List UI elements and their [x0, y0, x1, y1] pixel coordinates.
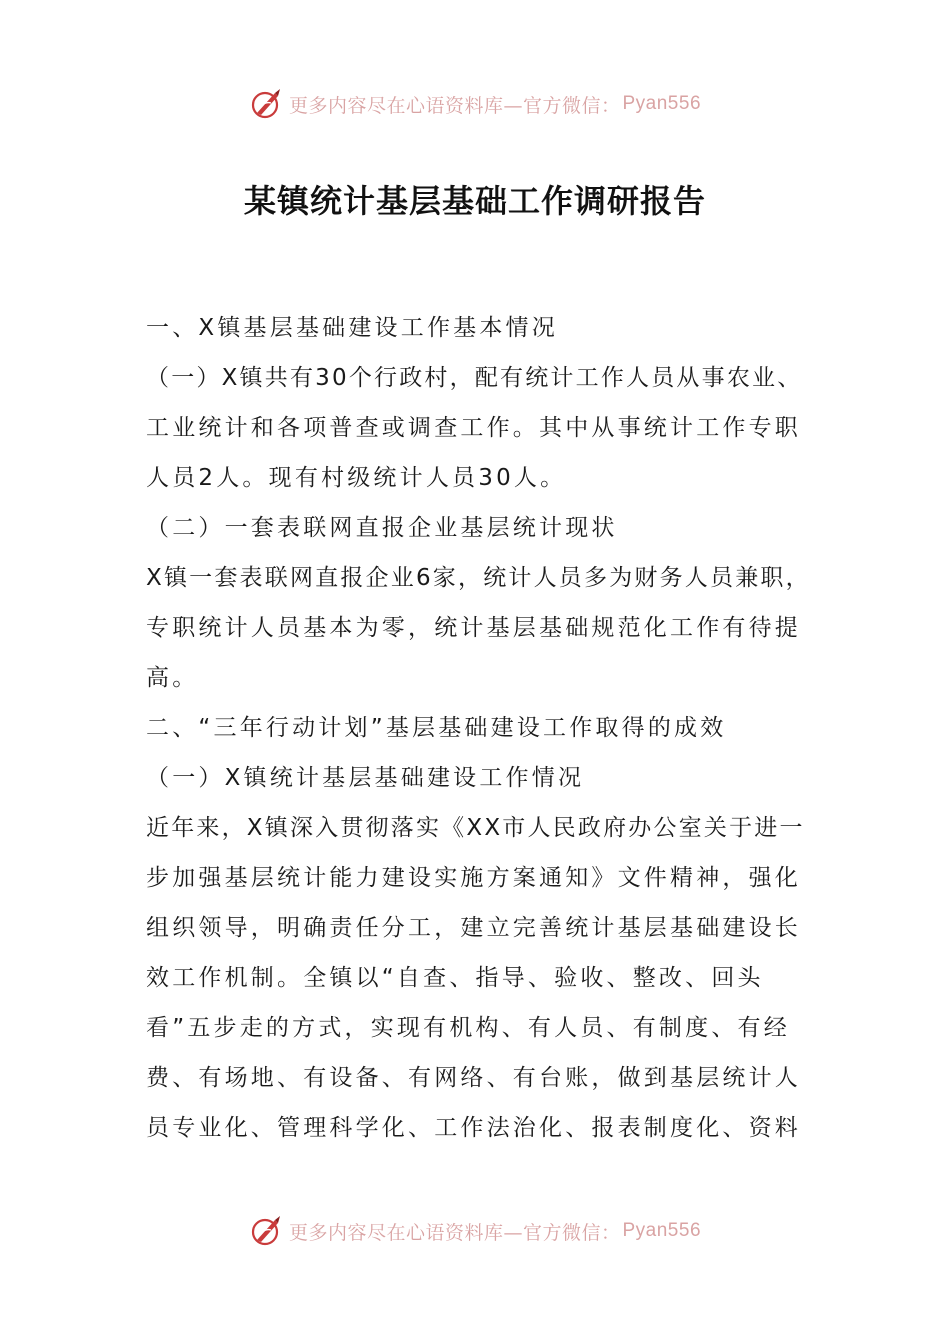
paragraph-line: X镇一套表联网直报企业6家，统计人员多为财务人员兼职， — [146, 565, 811, 591]
paragraph-line: 高。 — [146, 665, 199, 691]
watermark-text: 更多内容尽在心语资料库—官方微信： — [288, 94, 621, 117]
document-body — [146, 303, 818, 1153]
subsection-heading: （一）X镇统计基层基础建设工作情况 — [146, 765, 585, 791]
paragraph-line: （一）X镇共有30个行政村，配有统计工作人员从事农业、 — [146, 365, 803, 391]
paragraph-line: 人员2人。现有村级统计人员30人。 — [146, 465, 567, 491]
paragraph-line: 员专业化、管理科学化、工作法治化、报表制度化、资料 — [146, 1115, 801, 1141]
watermark-footer — [0, 1211, 950, 1251]
watermark-text: 更多内容尽在心语资料库—官方微信： — [288, 1221, 621, 1244]
subsection-heading: （二）一套表联网直报企业基层统计现状 — [146, 515, 618, 541]
quill-pen-logo-icon — [249, 1214, 283, 1248]
paragraph-line: 近年来，X镇深入贯彻落实《XX市人民政府办公室关于进一 — [146, 815, 805, 841]
paragraph-line: 专职统计人员基本为零，统计基层基础规范化工作有待提 — [146, 615, 801, 641]
watermark-wechat-id: Pyan556 — [622, 93, 702, 114]
watermark-wechat-id: Pyan556 — [622, 1220, 702, 1241]
paragraph-line: 组织领导，明确责任分工，建立完善统计基层基础建设长 — [146, 915, 801, 941]
paragraph-line: 工业统计和各项普查或调查工作。其中从事统计工作专职 — [146, 415, 801, 441]
paragraph-line: 效工作机制。全镇以“自查、指导、验收、整改、回头 — [146, 965, 764, 991]
paragraph-line: 费、有场地、有设备、有网络、有台账，做到基层统计人 — [146, 1065, 801, 1091]
section-heading: 一、X镇基层基础建设工作基本情况 — [146, 315, 558, 341]
watermark-header — [0, 84, 950, 124]
document-title: 某镇统计基层基础工作调研报告 — [243, 182, 706, 220]
section-heading: 二、“三年行动计划”基层基础建设工作取得的成效 — [146, 715, 727, 741]
paragraph-line: 看”五步走的方式，实现有机构、有人员、有制度、有经 — [146, 1015, 790, 1041]
paragraph-line: 步加强基层统计能力建设实施方案通知》文件精神，强化 — [146, 865, 801, 891]
quill-pen-logo-icon — [249, 87, 283, 121]
